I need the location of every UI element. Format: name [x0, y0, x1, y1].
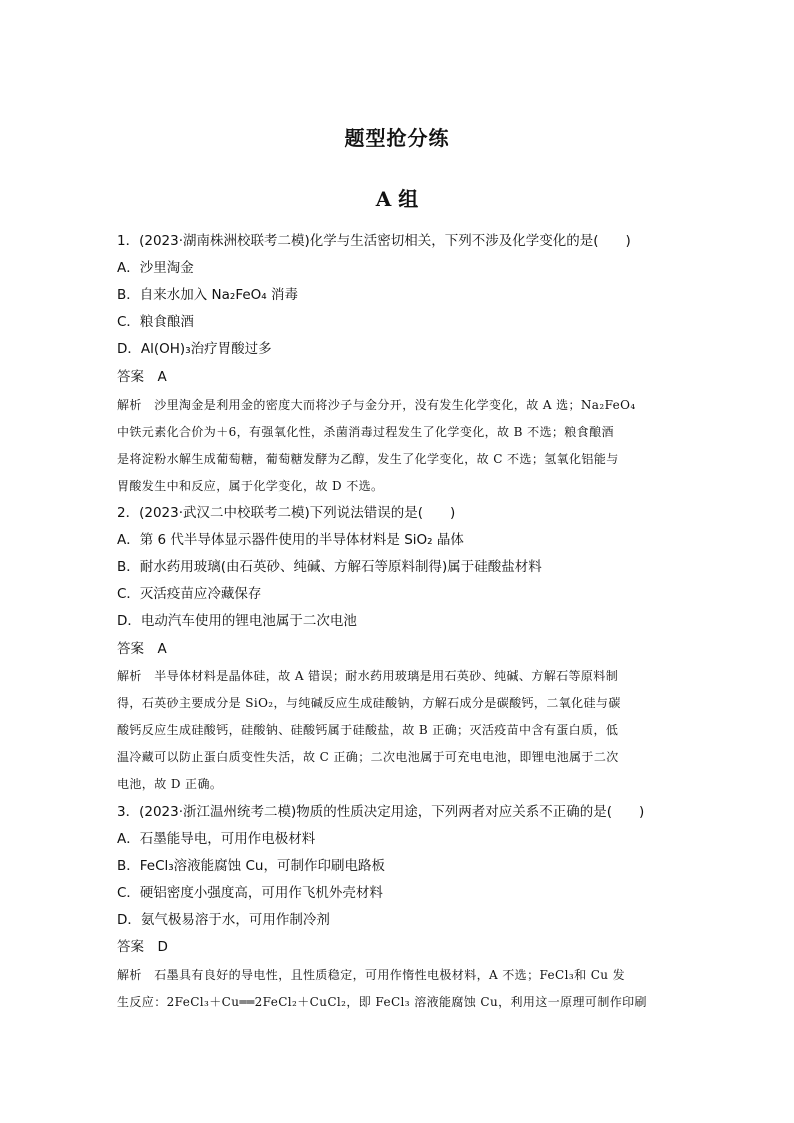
q3-option-b: B．FeCl₃溶液能腐蚀 Cu，可制作印刷电路板 [117, 858, 385, 874]
q1-option-d: D．Al(OH)₃治疗胃酸过多 [117, 341, 272, 357]
q1-explanation-line: 是将淀粉水解生成葡萄糖，葡萄糖发酵为乙醇，发生了化学变化，故 C 不选；氢氧化铝能与 [117, 452, 619, 466]
q2-stem: 2．(2023·武汉二中校联考二模)下列说法错误的是( ) [117, 505, 456, 521]
q3-option-a: A．石墨能导电，可用作电极材料 [117, 831, 316, 847]
q1-option-a: A．沙里淘金 [117, 260, 194, 276]
q1-explanation-line: 胃酸发生中和反应，属于化学变化，故 D 不选。 [117, 479, 384, 493]
q1-explanation-line: 解析 沙里淘金是利用金的密度大而将沙子与金分开，没有发生化学变化，故 A 选；Na₂FeO₄ [117, 398, 636, 412]
q3-option-c: C．硬铝密度小强度高，可用作飞机外壳材料 [117, 885, 383, 901]
group-heading: A 组 [375, 187, 419, 211]
q2-answer: 答案 A [117, 641, 167, 657]
q2-explanation-line: 酸钙反应生成硅酸钙，硅酸钠、硅酸钙属于硅酸盐，故 B 正确；灭活疫苗中含有蛋白质，低 [117, 723, 619, 737]
q1-explanation-line: 中铁元素化合价为＋6，有强氧化性，杀菌消毒过程发生了化学变化，故 B 不选；粮食酿酒 [117, 425, 614, 439]
q1-option-b: B．自来水加入 Na₂FeO₄ 消毒 [117, 287, 298, 303]
q2-option-d: D．电动汽车使用的锂电池属于二次电池 [117, 613, 357, 629]
q1-answer: 答案 A [117, 369, 167, 385]
q2-explanation-line: 得，石英砂主要成分是 SiO₂，与纯碱反应生成硅酸钠，方解石成分是碳酸钙，二氧化硅与碳 [117, 696, 621, 710]
q3-stem: 3．(2023·浙江温州统考二模)物质的性质决定用途，下列两者对应关系不正确的是( ) [117, 804, 645, 820]
q3-option-d: D．氨气极易溶于水，可用作制冷剂 [117, 912, 330, 928]
page-title: 题型抢分练 [344, 126, 450, 150]
q2-option-c: C．灭活疫苗应冷藏保存 [117, 586, 262, 602]
q2-explanation-line: 温冷藏可以防止蛋白质变性失活，故 C 正确；二次电池属于可充电电池，即锂电池属于二次 [117, 750, 619, 764]
q3-answer: 答案 D [117, 939, 168, 955]
q1-stem: 1．(2023·湖南株洲校联考二模)化学与生活密切相关，下列不涉及化学变化的是( ) [117, 233, 631, 249]
q1-option-c: C．粮食酿酒 [117, 314, 194, 330]
q2-option-a: A．第 6 代半导体显示器件使用的半导体材料是 SiO₂ 晶体 [117, 532, 464, 548]
q2-explanation-line: 解析 半导体材料是晶体硅，故 A 错误；耐水药用玻璃是用石英砂、纯碱、方解石等原料制 [117, 669, 619, 683]
q2-option-b: B．耐水药用玻璃(由石英砂、纯碱、方解石等原料制得)属于硅酸盐材料 [117, 559, 542, 575]
q3-explanation-line: 生反应：2FeCl₃＋Cu══2FeCl₂＋CuCl₂，即 FeCl₃ 溶液能腐蚀 Cu，利用这一原理可制作印刷 [117, 995, 647, 1009]
q2-explanation-line: 电池，故 D 正确。 [117, 777, 223, 791]
q3-explanation-line: 解析 石墨具有良好的导电性，且性质稳定，可用作惰性电极材料，A 不选；FeCl₃和 Cu 发 [117, 968, 626, 982]
